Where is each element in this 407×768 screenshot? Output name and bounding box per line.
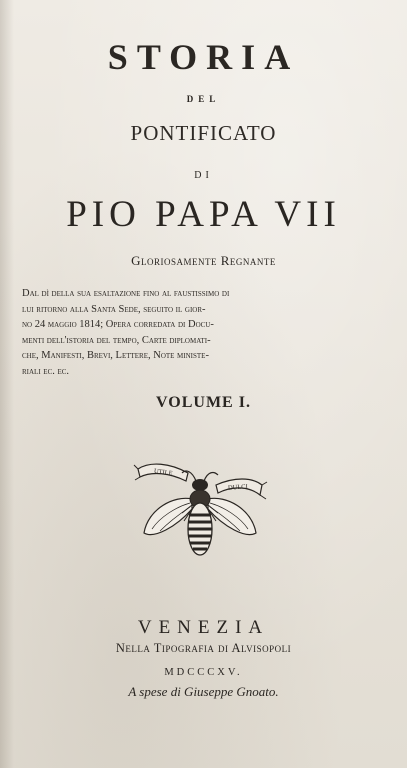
regnante-subtitle: Gloriosamente Regnante [131,253,276,268]
description-block [22,286,375,379]
book-title: STORIA [107,37,300,77]
title-del: DEL [186,94,221,104]
description-line: menti dell'istoria del tempo, Carte diplomati- [22,334,211,346]
description-line: riali ec. ec. [22,365,70,377]
description-line: Dal dì della sua esaltazione fino al faustissimo di [22,288,230,299]
title-di: DI [194,170,213,181]
banner-left-text: UTILE [153,467,173,478]
description-line: no 24 maggio 1814; Opera corredata di Docu- [22,319,214,330]
banner-right-text: DULCI [227,483,249,492]
imprint-printer: Nella Tipografia di Alvisopoli [115,641,292,655]
imprint-year: MDCCCXV. [164,667,243,678]
description-line: lui ritorno alla Santa Sede, seguito il gior- [22,303,206,315]
description-line: che, Manifesti, Brevi, Lettere, Note ministe- [22,350,209,361]
volume-label: VOLUME I. [156,394,251,411]
bee-emblem-icon [130,455,270,565]
pope-name: PIO PAPA VII [66,194,341,235]
imprint-city: VENEZIA [137,617,270,638]
imprint-publisher: A spese di Giuseppe Gnoato. [128,684,279,699]
title-pontificato: PONTIFICATO [130,121,277,145]
